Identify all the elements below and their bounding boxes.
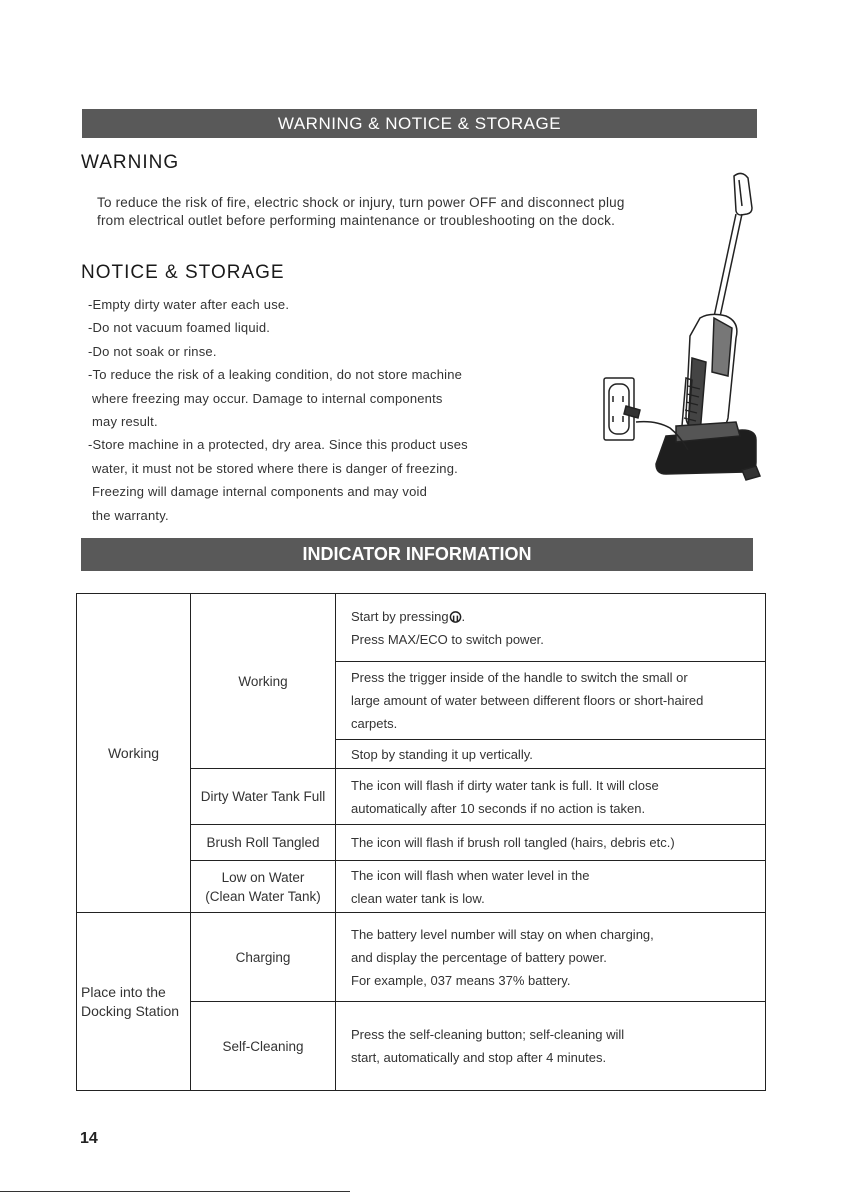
notice-line: -Store machine in a protected, dry area. Since this product uses [88,437,468,453]
desc-line: . [461,608,466,624]
working-desc-cell [336,662,766,740]
notice-line: where freezing may occur. Damage to internal components [92,390,443,406]
desc-line: The battery level number will stay on when charging, [351,926,654,942]
indicator-label: Charging [235,949,291,965]
desc-line: The icon will flash if dirty water tank is full. It will close [351,777,659,793]
desc-line: The icon will flash when water level in the [351,867,590,883]
desc-line: large amount of water between different floors or short-haired [351,693,704,708]
notice-line: -Do not vacuum foamed liquid. [88,320,271,336]
indicator-label: Working [238,673,288,689]
table-row [77,913,766,1002]
notice-title: NOTICE & STORAGE [81,262,285,283]
desc-line: Press the trigger inside of the handle to switch the small or [351,670,688,685]
dirty-desc-cell [336,769,766,825]
desc-line: Press the self-cleaning button; self-cleaning will [351,1027,625,1042]
notice-line: water, it must not be stored where there is danger of freezing. [92,460,458,476]
dirty-label-cell [191,769,336,825]
desc-line: start, automatically and stop after 4 minutes. [351,1050,607,1065]
indicator-label: Low on Water [221,869,305,885]
brush-label-cell [191,825,336,861]
working-desc-cell [336,594,766,662]
notice-line: the warranty. [92,507,169,523]
desc-line: The icon will flash if brush roll tangled (hairs, debris etc.) [351,835,675,850]
group-label: Place into the [81,983,166,1000]
desc-line: automatically after 10 seconds if no action is taken. [351,800,646,816]
desc-line: and display the percentage of battery power. [351,949,607,965]
desc-line: Stop by standing it up vertically. [351,746,533,762]
desc-line: For example, 037 means 37% battery. [351,972,571,988]
group-working-cell [77,594,191,913]
charging-desc-cell [336,913,766,1002]
notice-list [88,293,558,527]
section-banner-warning: WARNING & NOTICE & STORAGE [82,109,757,138]
section-banner-indicator: INDICATOR INFORMATION [81,538,753,571]
warning-line: To reduce the risk of fire, electric shock or injury, turn power OFF and disconnect plug [97,195,625,210]
indicator-label: Self-Cleaning [222,1038,304,1054]
table-row [77,594,766,662]
page-number: 14 [80,1130,98,1147]
notice-line: may result. [92,414,158,430]
group-docking-cell [77,913,191,1091]
indicator-table [76,593,766,1091]
charging-label-cell [191,913,336,1002]
selfclean-desc-cell [336,1002,766,1091]
vacuum-illustration [596,168,762,508]
notice-line: Freezing will damage internal components and may void [92,484,428,500]
selfclean-label-cell [191,1002,336,1091]
indicator-label: Dirty Water Tank Full [200,789,326,804]
low-desc-cell [336,861,766,913]
desc-line: Press MAX/ECO to switch power. [351,631,544,647]
notice-line: -Empty dirty water after each use. [88,297,290,312]
desc-line: Start by pressing [351,608,449,624]
group-label: Working [107,745,160,761]
working-label-cell [191,594,336,769]
power-icon [449,610,462,623]
desc-line: carpets. [351,716,398,731]
group-label: Docking Station [81,1002,180,1019]
warning-title: WARNING [81,152,180,173]
brush-desc-cell [336,825,766,861]
warning-line: from electrical outlet before performing maintenance or troubleshooting on the dock. [97,213,616,228]
notice-line: -Do not soak or rinse. [88,343,217,359]
low-label-cell [191,861,336,913]
indicator-label: Brush Roll Tangled [206,835,320,850]
notice-line: -To reduce the risk of a leaking condition, do not store machine [88,367,463,383]
desc-line: clean water tank is low. [351,890,485,906]
working-desc-cell [336,740,766,769]
indicator-label: (Clean Water Tank) [205,888,321,904]
